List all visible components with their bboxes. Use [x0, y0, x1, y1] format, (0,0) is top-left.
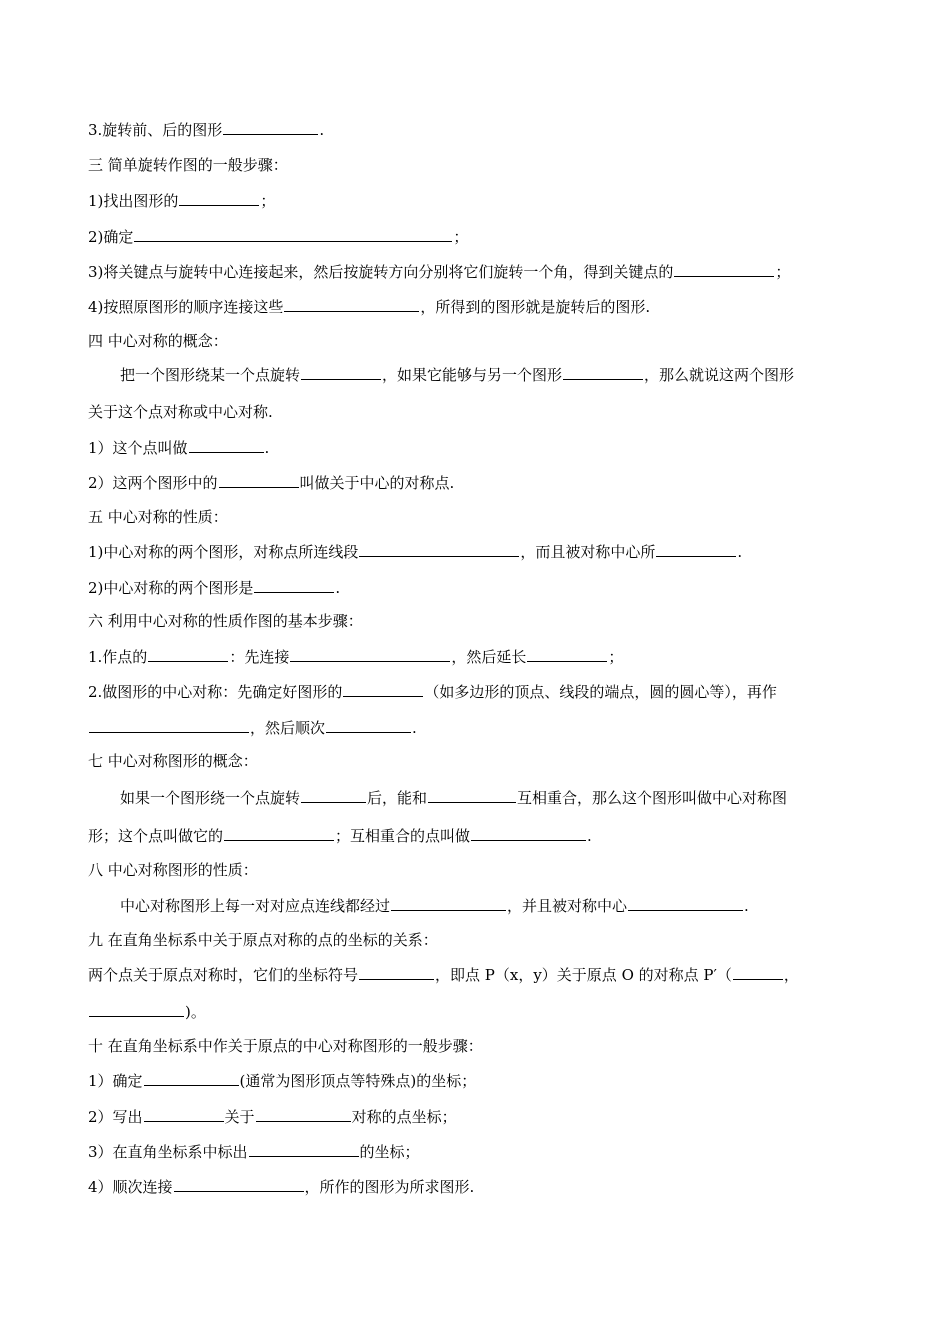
text-line: 形；这个点叫做它的 ；互相重合的点叫做 . — [88, 827, 592, 845]
text-line: 2)确定 ； — [88, 228, 469, 246]
fill-blank[interactable] — [89, 1001, 184, 1017]
text-line: ，然后顺次 . — [88, 717, 864, 738]
text-line: 两个点关于原点对称时，它们的坐标符号 ，即点 P（x，y）关于原点 O 的对称点 P′（ ， — [88, 966, 799, 984]
text-line: 3）在直角坐标系中标出 的坐标； — [88, 1143, 420, 1161]
fill-blank[interactable] — [301, 787, 366, 803]
fill-blank[interactable] — [179, 190, 259, 206]
fill-blank[interactable] — [628, 895, 743, 911]
text-line: 中心对称图形上每一对对应点连线都经过 ，并且被对称中心 . — [120, 897, 749, 915]
section-heading: 十 在直角坐标系中作关于原点的中心对称图形的一般步骤： — [88, 1037, 483, 1055]
text-line: 2.做图形的中心对称：先确定好图形的 （如多边形的顶点、线段的端点，圆的圆心等），再作 — [88, 683, 777, 701]
text-line: 1）确定 (通常为图形顶点等特殊点)的坐标； — [88, 1072, 477, 1090]
text-line: 如果一个图形绕一个点旋转 后，能和 互相重合，那么这个图形叫做中心对称图 — [120, 789, 788, 807]
fill-blank[interactable] — [326, 717, 411, 733]
fill-blank[interactable] — [428, 787, 516, 803]
fill-blank[interactable] — [219, 472, 299, 488]
text-line: 1)中心对称的两个图形，对称点所连线段 ，而且被对称中心所 . — [88, 543, 743, 561]
fill-blank[interactable] — [174, 1176, 304, 1192]
fill-blank[interactable] — [359, 964, 434, 980]
fill-blank[interactable] — [343, 681, 423, 697]
text-line: 3.旋转前、后的图形 . — [88, 121, 325, 139]
fill-blank[interactable] — [224, 825, 334, 841]
text-line: 1）这个点叫做 . — [88, 439, 270, 457]
section-heading: 八 中心对称图形的性质： — [88, 861, 258, 879]
fill-blank[interactable] — [148, 646, 228, 662]
section-heading: 七 中心对称图形的概念： — [88, 752, 258, 770]
section-heading: 四 中心对称的概念： — [88, 332, 228, 350]
fill-blank[interactable] — [656, 541, 736, 557]
text-line: 2）写出 关于 对称的点坐标； — [88, 1108, 457, 1126]
fill-blank[interactable] — [256, 1106, 351, 1122]
section-heading: 五 中心对称的性质： — [88, 508, 228, 526]
text-line: 2）这两个图形中的 叫做关于中心的对称点. — [88, 474, 455, 492]
fill-blank[interactable] — [471, 825, 586, 841]
fill-blank[interactable] — [527, 646, 607, 662]
fill-blank[interactable] — [301, 364, 381, 380]
section-heading: 六 利用中心对称的性质作图的基本步骤： — [88, 612, 363, 630]
text-line: 2)中心对称的两个图形是 . — [88, 579, 341, 597]
text-line: 1)找出图形的 ； — [88, 192, 276, 210]
fill-blank[interactable] — [391, 895, 506, 911]
fill-blank[interactable] — [189, 437, 264, 453]
fill-blank[interactable] — [249, 1141, 359, 1157]
fill-blank[interactable] — [733, 964, 783, 980]
fill-blank[interactable] — [284, 296, 419, 312]
fill-blank[interactable] — [89, 717, 249, 733]
text-line: 4)按照原图形的顺序连接这些 ，所得到的图形就是旋转后的图形. — [88, 298, 651, 316]
fill-blank[interactable] — [359, 541, 519, 557]
fill-blank[interactable] — [144, 1106, 224, 1122]
fill-blank[interactable] — [144, 1070, 239, 1086]
text-line: 4）顺次连接 ，所作的图形为所求图形. — [88, 1178, 475, 1196]
text-line: 关于这个点对称或中心对称. — [88, 403, 273, 421]
fill-blank[interactable] — [254, 577, 334, 593]
fill-blank[interactable] — [223, 119, 318, 135]
section-heading: 九 在直角坐标系中关于原点对称的点的坐标的关系： — [88, 931, 438, 949]
section-heading: 三 简单旋转作图的一般步骤： — [88, 156, 288, 174]
fill-blank[interactable] — [290, 646, 450, 662]
fill-blank[interactable] — [563, 364, 643, 380]
fill-blank[interactable] — [134, 226, 452, 242]
text-line: 3)将关键点与旋转中心连接起来，然后按旋转方向分别将它们旋转一个角，得到关键点的 ； — [88, 263, 791, 281]
text-line: 1.作点的 ：先连接 ，然后延长 ； — [88, 648, 624, 666]
text-line: )。 — [88, 1001, 864, 1022]
fill-blank[interactable] — [674, 261, 774, 277]
text-line: 把一个图形绕某一个点旋转 ，如果它能够与另一个图形 ，那么就说这两个图形 — [120, 366, 795, 384]
